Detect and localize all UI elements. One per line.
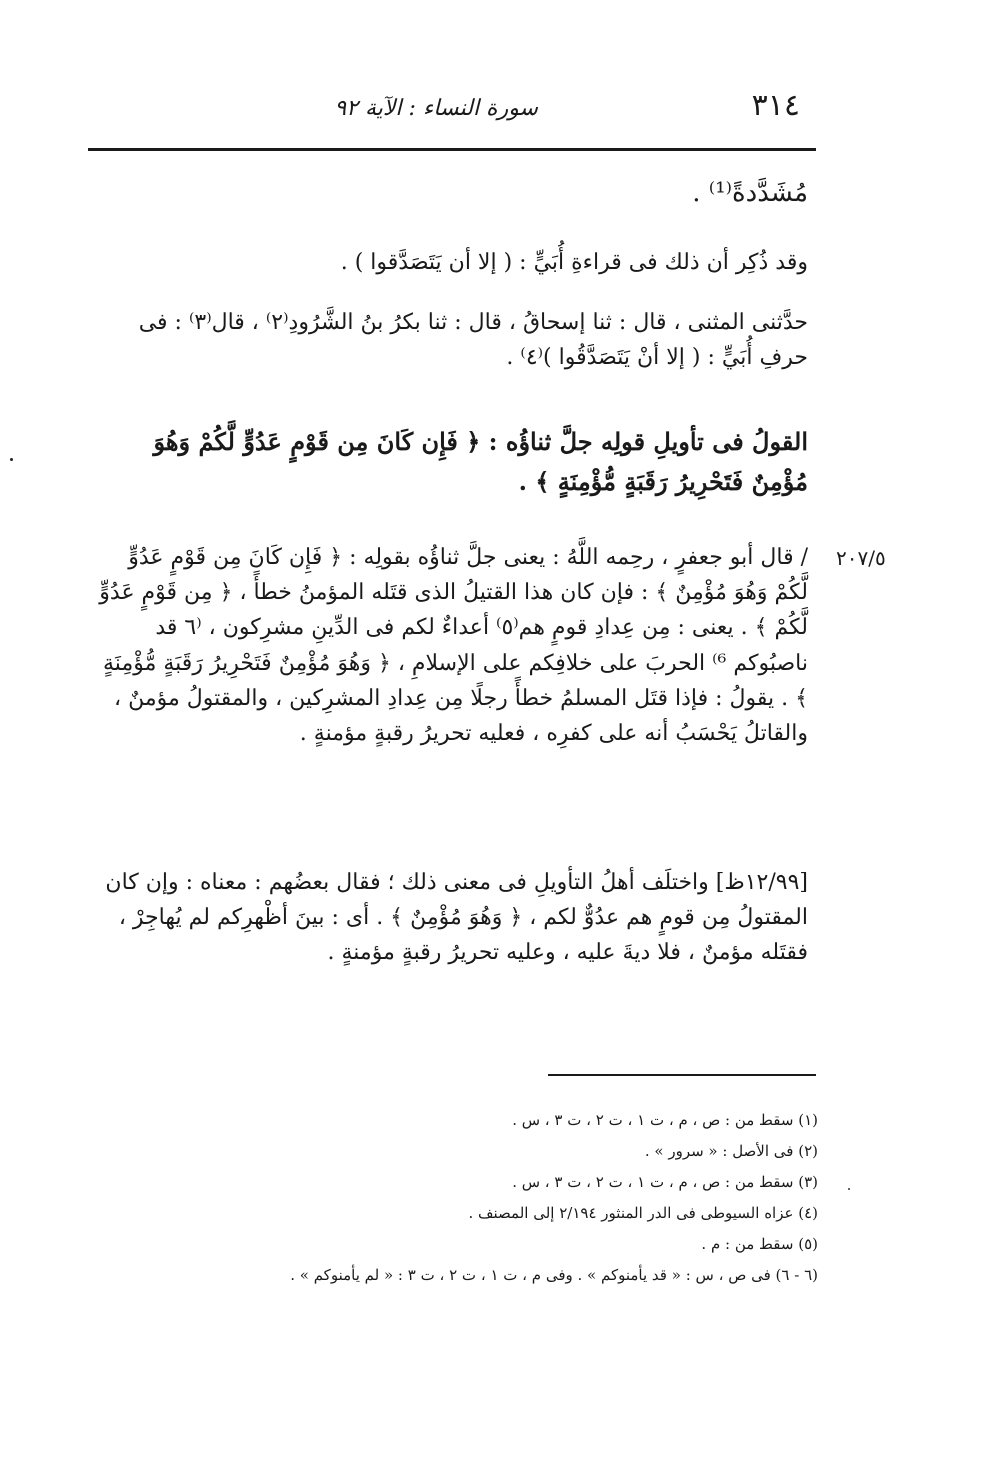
paragraph-6-text: [١٢/٩٩ظ] واختلَف أهلُ التأويلِ فى معنى ذلك ؛ فقال بعضُهم : معناه : وإن كان المقتولُ مِن قومٍ هم عدُوٌّ لكم ، ﴿ وَهُوَ مُؤْمِنٌ ﴾ . أى : بينَ أظْهرِكم لم يُهاجِرْ ، فقتَله مؤمنٌ ، فلا ديةَ عليه ، وعليه تحريرُ رقبةٍ مؤمنةٍ . — [105, 870, 808, 966]
running-header-title: سورة النساء : الآية ٩٢ — [334, 96, 538, 121]
page-number: ٣١٤ — [751, 88, 800, 123]
footnote-rule — [548, 1074, 816, 1076]
footnote-3: (٣) سقط من : ص ، م ، ت ١ ، ت ٢ ، ت ٣ ، س . — [512, 1173, 818, 1191]
paragraph-1-text: مُشَدَّدةً⁽¹⁾ . — [692, 178, 808, 208]
footnote-2: (٢) فى الأصل : « سرور » . — [644, 1142, 818, 1160]
footnote-1: (١) سقط من : ص ، م ، ت ١ ، ت ٢ ، ت ٣ ، س . — [512, 1111, 818, 1129]
paragraph-2-text: وقد ذُكِر أن ذلك فى قراءةِ أُبَيٍّ : ( إلا أن يَتَصَدَّقوا ) . — [340, 250, 808, 275]
section-heading — [93, 422, 808, 501]
scan-speck — [848, 1188, 850, 1190]
margin-reference: ٢٠٧/٥ — [836, 546, 886, 570]
footnote-5: (٥) سقط من : م . — [701, 1235, 818, 1253]
paragraph-3 — [93, 305, 808, 375]
paragraph-3-text: حدَّثنى المثنى ، قال : ثنا إسحاقُ ، قال : ثنا بكرُ بنُ الشَّرُودِ⁽٢⁾ ، قال⁽٣⁾ : فى حرفِ أُبَيٍّ : ( إلا أنْ يَتَصَدَّقُوا )⁽٤⁾ . — [138, 310, 808, 371]
header-rule — [88, 148, 816, 151]
paragraph-6 — [93, 865, 808, 971]
paragraph-5-text: / قال أبو جعفرٍ ، رحِمه اللَّهُ : يعنى جلَّ ثناؤُه بقولِه : ﴿ فَإِن كَانَ مِن قَوْمٍ عَدُوٍّ لَّكُمْ وَهُوَ مُؤْمِنٌ ﴾ : فإن كان هذا القتيلُ الذى قتَله المؤمنُ خطأً ، ﴿ مِن قَوْمٍ عَدُوٍّ لَّكُمْ ﴾ . يعنى : مِن عِدادِ قومٍ هم⁽٥⁾ أعداءٌ لكم فى الدِّينِ مشرِكون ، ⁽٦ قد ناصبُوكم ⁶⁾ الحربَ على خلافِكم على الإسلامِ ، ﴿ وَهُوَ مُؤْمِنٌ فَتَحْرِيرُ رَقَبَةٍ مُّؤْمِنَةٍ ﴾ . يقولُ : فإذا قتَل المسلمُ خطأً رجلًا مِن عِدادِ المشرِكين ، والمقتولُ مؤمنٌ ، والقاتلُ يَحْسَبُ أنه على كفرِه ، فعليه تحريرُ رقبةٍ مؤمنةٍ . — [99, 545, 808, 746]
footnote-4: (٤) عزاه السيوطى فى الدر المنثور ٢/١٩٤ إلى المصنف . — [468, 1204, 818, 1222]
paragraph-2 — [93, 245, 808, 280]
footnotes — [168, 1105, 818, 1291]
paragraph-1 — [93, 173, 808, 215]
paragraph-5 — [93, 540, 808, 751]
scan-speck — [10, 458, 13, 461]
section-heading-text: القولُ فى تأويلِ قولِه جلَّ ثناؤُه : ﴿ فَإِن كَانَ مِن قَوْمٍ عَدُوٍّ لَّكُمْ وَهُوَ مُؤْمِنٌ فَتَحْرِيرُ رَقَبَةٍ مُّؤْمِنَةٍ ﴾ . — [153, 427, 808, 496]
footnote-6: (٦ - ٦) فى ص ، س : « قد يأمنوكم » . وفى م ، ت ١ ، ت ٢ ، ت ٣ : « لم يأمنوكم » . — [290, 1266, 818, 1284]
